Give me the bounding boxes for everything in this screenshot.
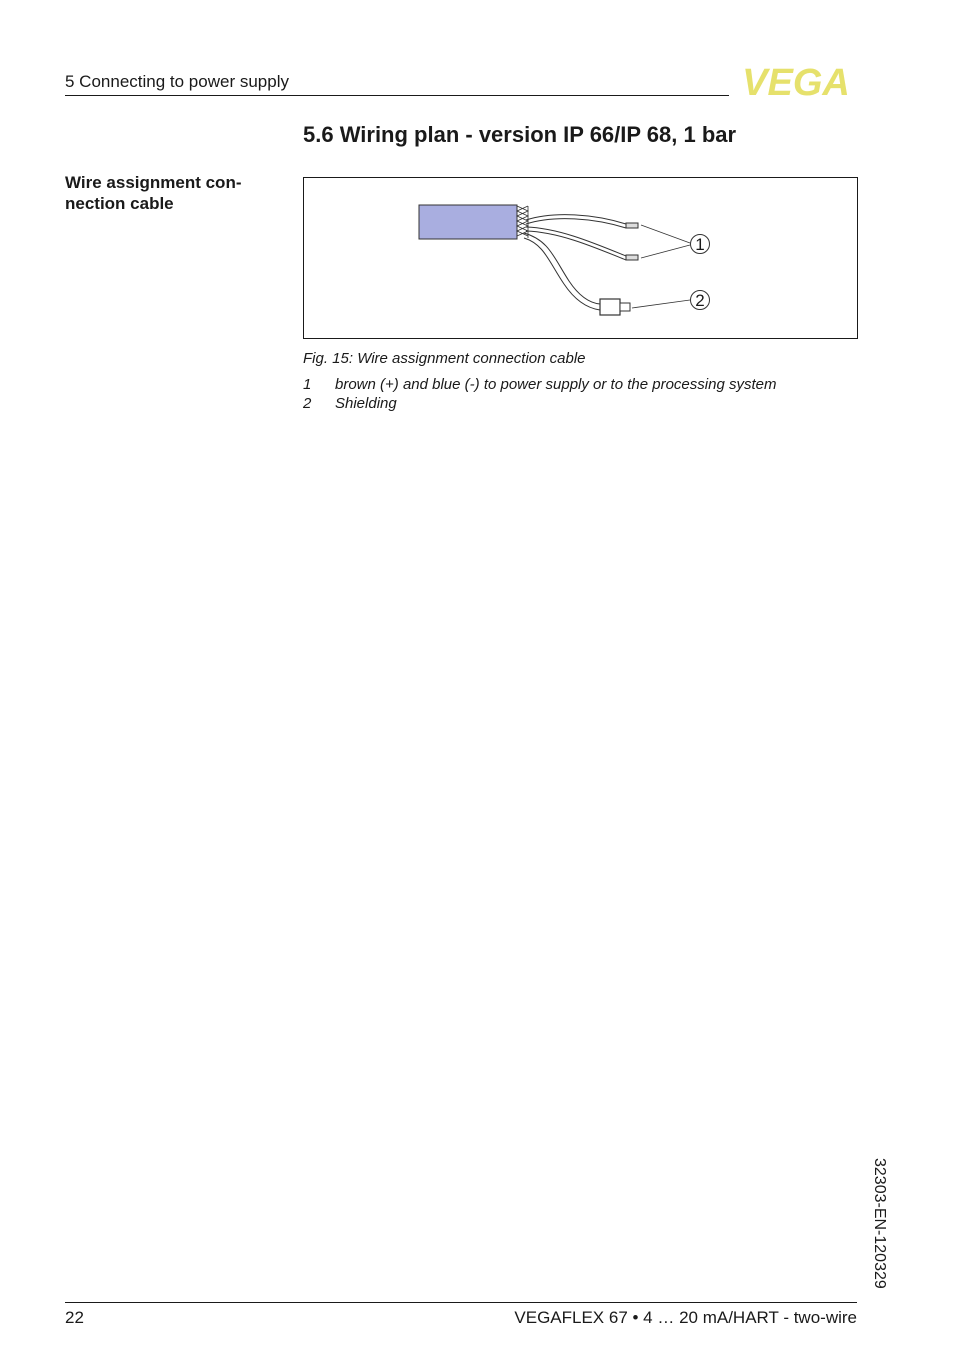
cable-jacket <box>419 205 517 239</box>
footer-rule <box>65 1302 857 1303</box>
legend-item <box>303 395 397 412</box>
vega-logo <box>733 64 859 100</box>
wire-brown <box>526 215 638 228</box>
document-title: VEGAFLEX 67 • 4 … 20 mA/HART - two-wire <box>514 1308 857 1327</box>
wiring-diagram <box>304 178 857 338</box>
document-code: 32303-EN-120329 <box>871 1158 888 1289</box>
figure-caption: Fig. 15: Wire assignment connection cable <box>303 350 586 367</box>
legend-number: 2 <box>303 395 312 412</box>
page-number: 22 <box>65 1308 84 1327</box>
wire-shield <box>524 233 630 315</box>
leader-lines <box>632 225 690 308</box>
legend-number: 1 <box>303 376 312 393</box>
callout-1-label: 1 <box>695 235 705 254</box>
callout-1 <box>691 235 710 255</box>
callout-2 <box>691 291 710 311</box>
section-title: 5.6 Wiring plan - version IP 66/IP 68, 1 bar <box>303 122 737 147</box>
header-rule <box>65 95 729 96</box>
chapter-header: 5 Connecting to power supply <box>65 72 289 91</box>
logo-text: VEGA <box>742 64 850 100</box>
legend-item <box>303 376 776 393</box>
sidebar-heading: Wire assignment con-nection cable <box>65 173 242 213</box>
legend-text: brown (+) and blue (-) to power supply or to the processing system <box>335 376 777 393</box>
wiring-figure <box>303 177 858 339</box>
callout-2-label: 2 <box>695 291 705 310</box>
legend-text: Shielding <box>335 395 397 412</box>
